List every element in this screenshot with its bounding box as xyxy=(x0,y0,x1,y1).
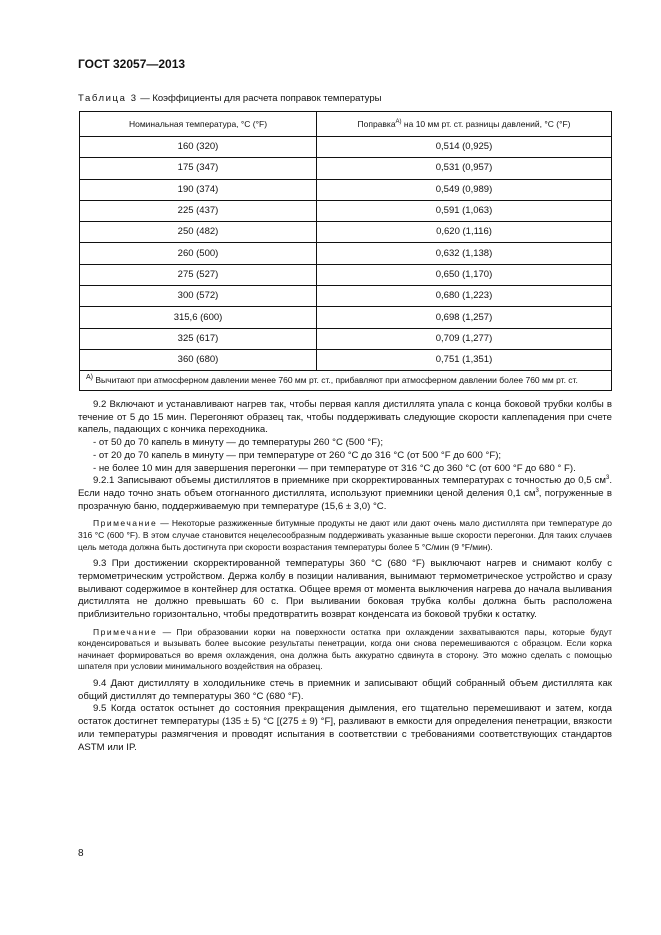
footnote-text: Вычитают при атмосферном давлении менее 760 мм рт. ст., прибавляют при атмосферном давлении более 760 мм рт. ст. xyxy=(93,375,578,386)
cell-correction: 0,531 (0,957) xyxy=(317,158,612,179)
cell-temperature: 300 (572) xyxy=(80,286,317,307)
list-item: - от 20 до 70 капель в минуту — при температуре от 260 °С до 316 °С (от 500 °F до 600 °F); xyxy=(93,449,502,461)
note-text: — Некоторые разжиженные битумные продукты не дают или дают очень мало дистиллята при температуре до 316 °С (600 °F). В этом случае становится нецелесообразным поддерживать указанные выше скорости перегонки. Для таких случаев цель метода должна быть достигнута при скорости возрастания температуры более 5 °С/мин (9 °F/мин). xyxy=(78,518,612,552)
coefficients-table xyxy=(79,111,612,391)
table-row xyxy=(80,200,612,221)
cell-temperature: 250 (482) xyxy=(80,222,317,243)
cell-correction: 0,680 (1,223) xyxy=(317,286,612,307)
paragraph-9-2-1 xyxy=(78,475,612,513)
note-1 xyxy=(78,518,612,553)
paragraph-9-5: 9.5 Когда остаток остынет до состояния прекращения дымления, его тщательно перемешивают и затем, когда остаток достигнет температуры (135 ± 5) °С [(275 ± 9) °F], разливают в емкости для определения пенетрации, вязкости или температуры размягчения и проводят испытания в соответствии с требованиями соответствующих стандартов ASTM или IP. xyxy=(78,703,612,753)
cell-temperature: 275 (527) xyxy=(80,264,317,285)
cell-temperature: 360 (680) xyxy=(80,349,317,370)
note-label: Примечание xyxy=(93,518,158,529)
paragraph-text: 9.2.1 Записывают объемы дистиллятов в приемнике при скорректированных температурах с точностью до 0,5 см xyxy=(93,475,606,487)
cell-temperature: 175 (347) xyxy=(80,158,317,179)
cell-temperature: 160 (320) xyxy=(80,137,317,158)
table-caption-label: Таблица 3 xyxy=(78,93,138,104)
footnote-ref: А) xyxy=(395,119,402,126)
table-row xyxy=(80,328,612,349)
table-row xyxy=(80,307,612,328)
cell-correction: 0,698 (1,257) xyxy=(317,307,612,328)
cell-correction: 0,620 (1,116) xyxy=(317,222,612,243)
paragraph-9-2: 9.2 Включают и устанавливают нагрев так, чтобы первая капля дистиллята упала с конца боковой трубки колбы в течение от 5 до 15 мин. Перегоняют образец так, чтобы поддерживать следующие скорости каплепадения при счете капель, падающих с кончика переходника. xyxy=(78,399,612,436)
list-item: - не более 10 мин для завершения перегонки — при температуре от 316 °С до 360 °С (от 600 °F до 680 ° F). xyxy=(93,462,576,474)
cell-correction: 0,514 (0,925) xyxy=(317,137,612,158)
table-footnote-row xyxy=(80,371,612,391)
paragraph-9-3: 9.3 При достижении скорректированной температуры 360 °С (680 °F) выключают нагрев и снимают колбу с термометрическим устройством. Держа колбу в позиции наливания, вынимают термометрическое устройство и сразу выливают содержимое в контейнер для остатка. Общее время от момента выключения нагрева до начала выливания дистиллята не должно превышать 60 с. При выливании боковая трубка колбы должна быть расположена приблизительно горизонтально, чтобы предотвратить возврат конденсата из боковой трубки к остатку. xyxy=(78,558,612,620)
table-caption-text: — Коэффициенты для расчета поправок температуры xyxy=(137,93,382,104)
paragraph-text: . Если надо точно знать объем отогнанного дистиллята, используют приемники ценой деления 0,1 см xyxy=(78,475,612,499)
cell-correction: 0,650 (1,170) xyxy=(317,264,612,285)
superscript: 3 xyxy=(605,475,610,482)
table-row xyxy=(80,349,612,370)
superscript: 3 xyxy=(535,487,539,494)
list-item: - от 50 до 70 капель в минуту — до температуры 260 °С (500 °F); xyxy=(93,437,383,449)
header-correction-unit: на 10 мм рт. ст. разницы давлений, °С (°F) xyxy=(401,119,571,129)
paragraph-text: , погруженные в прозрачную баню, поддерживаемую при температуре (15,6 ± 3,0) °С. xyxy=(78,487,612,512)
document-header: ГОСТ 32057—2013 xyxy=(78,57,186,71)
table-row xyxy=(80,286,612,307)
cell-correction: 0,549 (0,989) xyxy=(317,179,612,200)
cell-correction: 0,709 (1,277) xyxy=(317,328,612,349)
cell-correction: 0,751 (1,351) xyxy=(317,349,612,370)
table-row xyxy=(80,222,612,243)
note-2 xyxy=(78,627,612,673)
header-correction-label: Поправка xyxy=(357,119,396,129)
table-footnote xyxy=(80,371,612,391)
header-correction xyxy=(317,112,612,137)
paragraph-9-4: 9.4 Дают дистилляту в холодильнике стечь в приемник и записывают общий собранный объем дистиллята как общий дистиллят до температуры 360 °С (680 °F). xyxy=(78,678,612,702)
cell-correction: 0,591 (1,063) xyxy=(317,200,612,221)
header-nominal-temperature: Номинальная температура, °С (°F) xyxy=(80,112,317,137)
table-row xyxy=(80,264,612,285)
table-row xyxy=(80,158,612,179)
table-caption xyxy=(78,93,381,104)
note-label: Примечание xyxy=(93,626,158,637)
cell-temperature: 190 (374) xyxy=(80,179,317,200)
body-text xyxy=(78,399,612,754)
footnote-mark: А) xyxy=(86,374,93,382)
cell-temperature: 260 (500) xyxy=(80,243,317,264)
cell-temperature: 315,6 (600) xyxy=(80,307,317,328)
table-header-row xyxy=(80,112,612,137)
table-row xyxy=(80,243,612,264)
table-row xyxy=(80,179,612,200)
cell-temperature: 325 (617) xyxy=(80,328,317,349)
cell-temperature: 225 (437) xyxy=(80,200,317,221)
table-row xyxy=(80,137,612,158)
note-text: — При образовании корки на поверхности остатка при охлаждении захватываются пары, которые будут конденсироваться и вызывать более высокие результаты пенетрации, когда они снова перемешиваются с образцом. Если корка начинает формироваться во время охлаждения, она должна быть аккуратно сдвинута в сторону. Это можно сделать с помощью шпателя при условии минимального воздействия на образец. xyxy=(78,626,612,672)
cell-correction: 0,632 (1,138) xyxy=(317,243,612,264)
page-number: 8 xyxy=(78,848,84,859)
